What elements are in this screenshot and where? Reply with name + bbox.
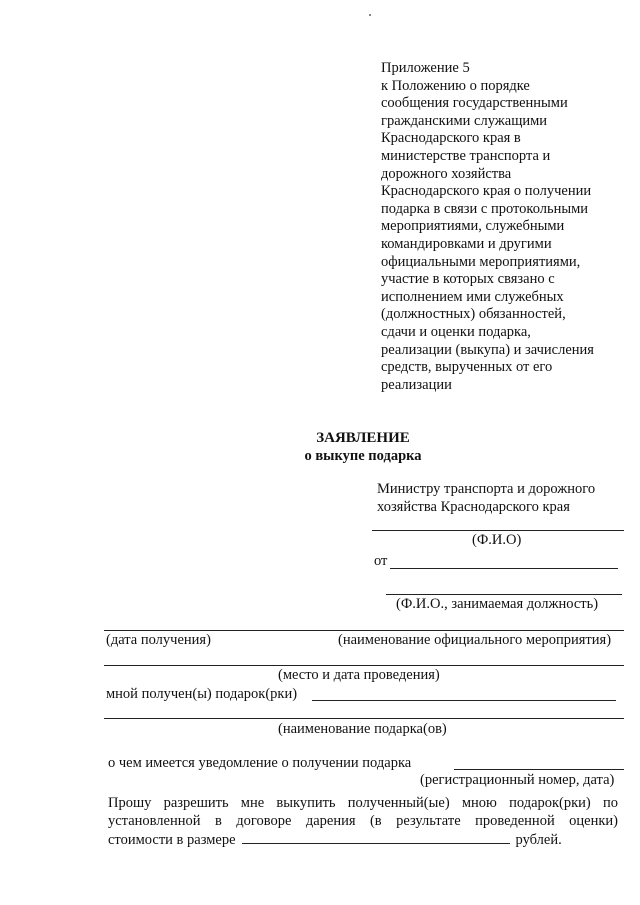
gift-caption: (наименование подарка(ов): [278, 721, 447, 737]
received-label: мной получен(ы) подарок(рки): [106, 686, 298, 702]
position-line[interactable]: [386, 594, 622, 595]
reg-line[interactable]: [454, 769, 624, 770]
amount-field-line[interactable]: [242, 830, 510, 844]
request-currency-label: рублей.: [515, 832, 562, 848]
from-label: от: [374, 553, 388, 569]
request-amount-label: стоимости в размере: [108, 832, 236, 848]
received-line[interactable]: [312, 700, 616, 701]
reg-caption: (регистрационный номер, дата): [420, 772, 615, 788]
place-caption: (место и дата проведения): [278, 667, 440, 683]
request-line-2: установленной в договоре дарения (в результате проведенной оценки): [108, 812, 618, 829]
date-caption: (дата получения): [106, 632, 211, 648]
position-caption: (Ф.И.О., занимаемая должность): [396, 596, 599, 612]
document-subtitle: о выкупе подарка: [304, 448, 422, 464]
document-title: ЗАЯВЛЕНИЕ: [316, 430, 410, 446]
fio-line[interactable]: [372, 530, 624, 531]
gift-line[interactable]: [104, 718, 624, 719]
request-line-1: Прошу разрешить мне выкупить полученный(ые) мною подарок(рки) по: [108, 795, 618, 811]
notice-label: о чем имеется уведомление о получении подарка: [108, 755, 412, 771]
place-line[interactable]: [104, 665, 624, 666]
appendix-note: Приложение 5 к Положению о порядке сообщения государственными гражданскими служащими Краснодарского края в министерстве транспорта и дорожного хозяйства Краснодарского края о получении подарка в связи с протокольными мероприятиями, служебными командировками и другими официальными мероприятиями, участие в которых связано с исполнением ими служебных (должностных) обязанностей, сдачи и оценки подарка, реализации (выкупа) и зачисления средств, вырученных от его реализации: [381, 60, 594, 393]
addressee-block: Министру транспорта и дорожного хозяйства Краснодарского края: [377, 481, 596, 515]
request-paragraph: [108, 795, 618, 850]
from-line[interactable]: [390, 568, 618, 569]
scan-dot: [369, 14, 371, 16]
event-caption: (наименование официального мероприятия): [338, 632, 612, 648]
fio-caption: (Ф.И.О): [472, 532, 522, 548]
date-event-line[interactable]: [104, 630, 624, 631]
request-line-3: [108, 830, 618, 850]
